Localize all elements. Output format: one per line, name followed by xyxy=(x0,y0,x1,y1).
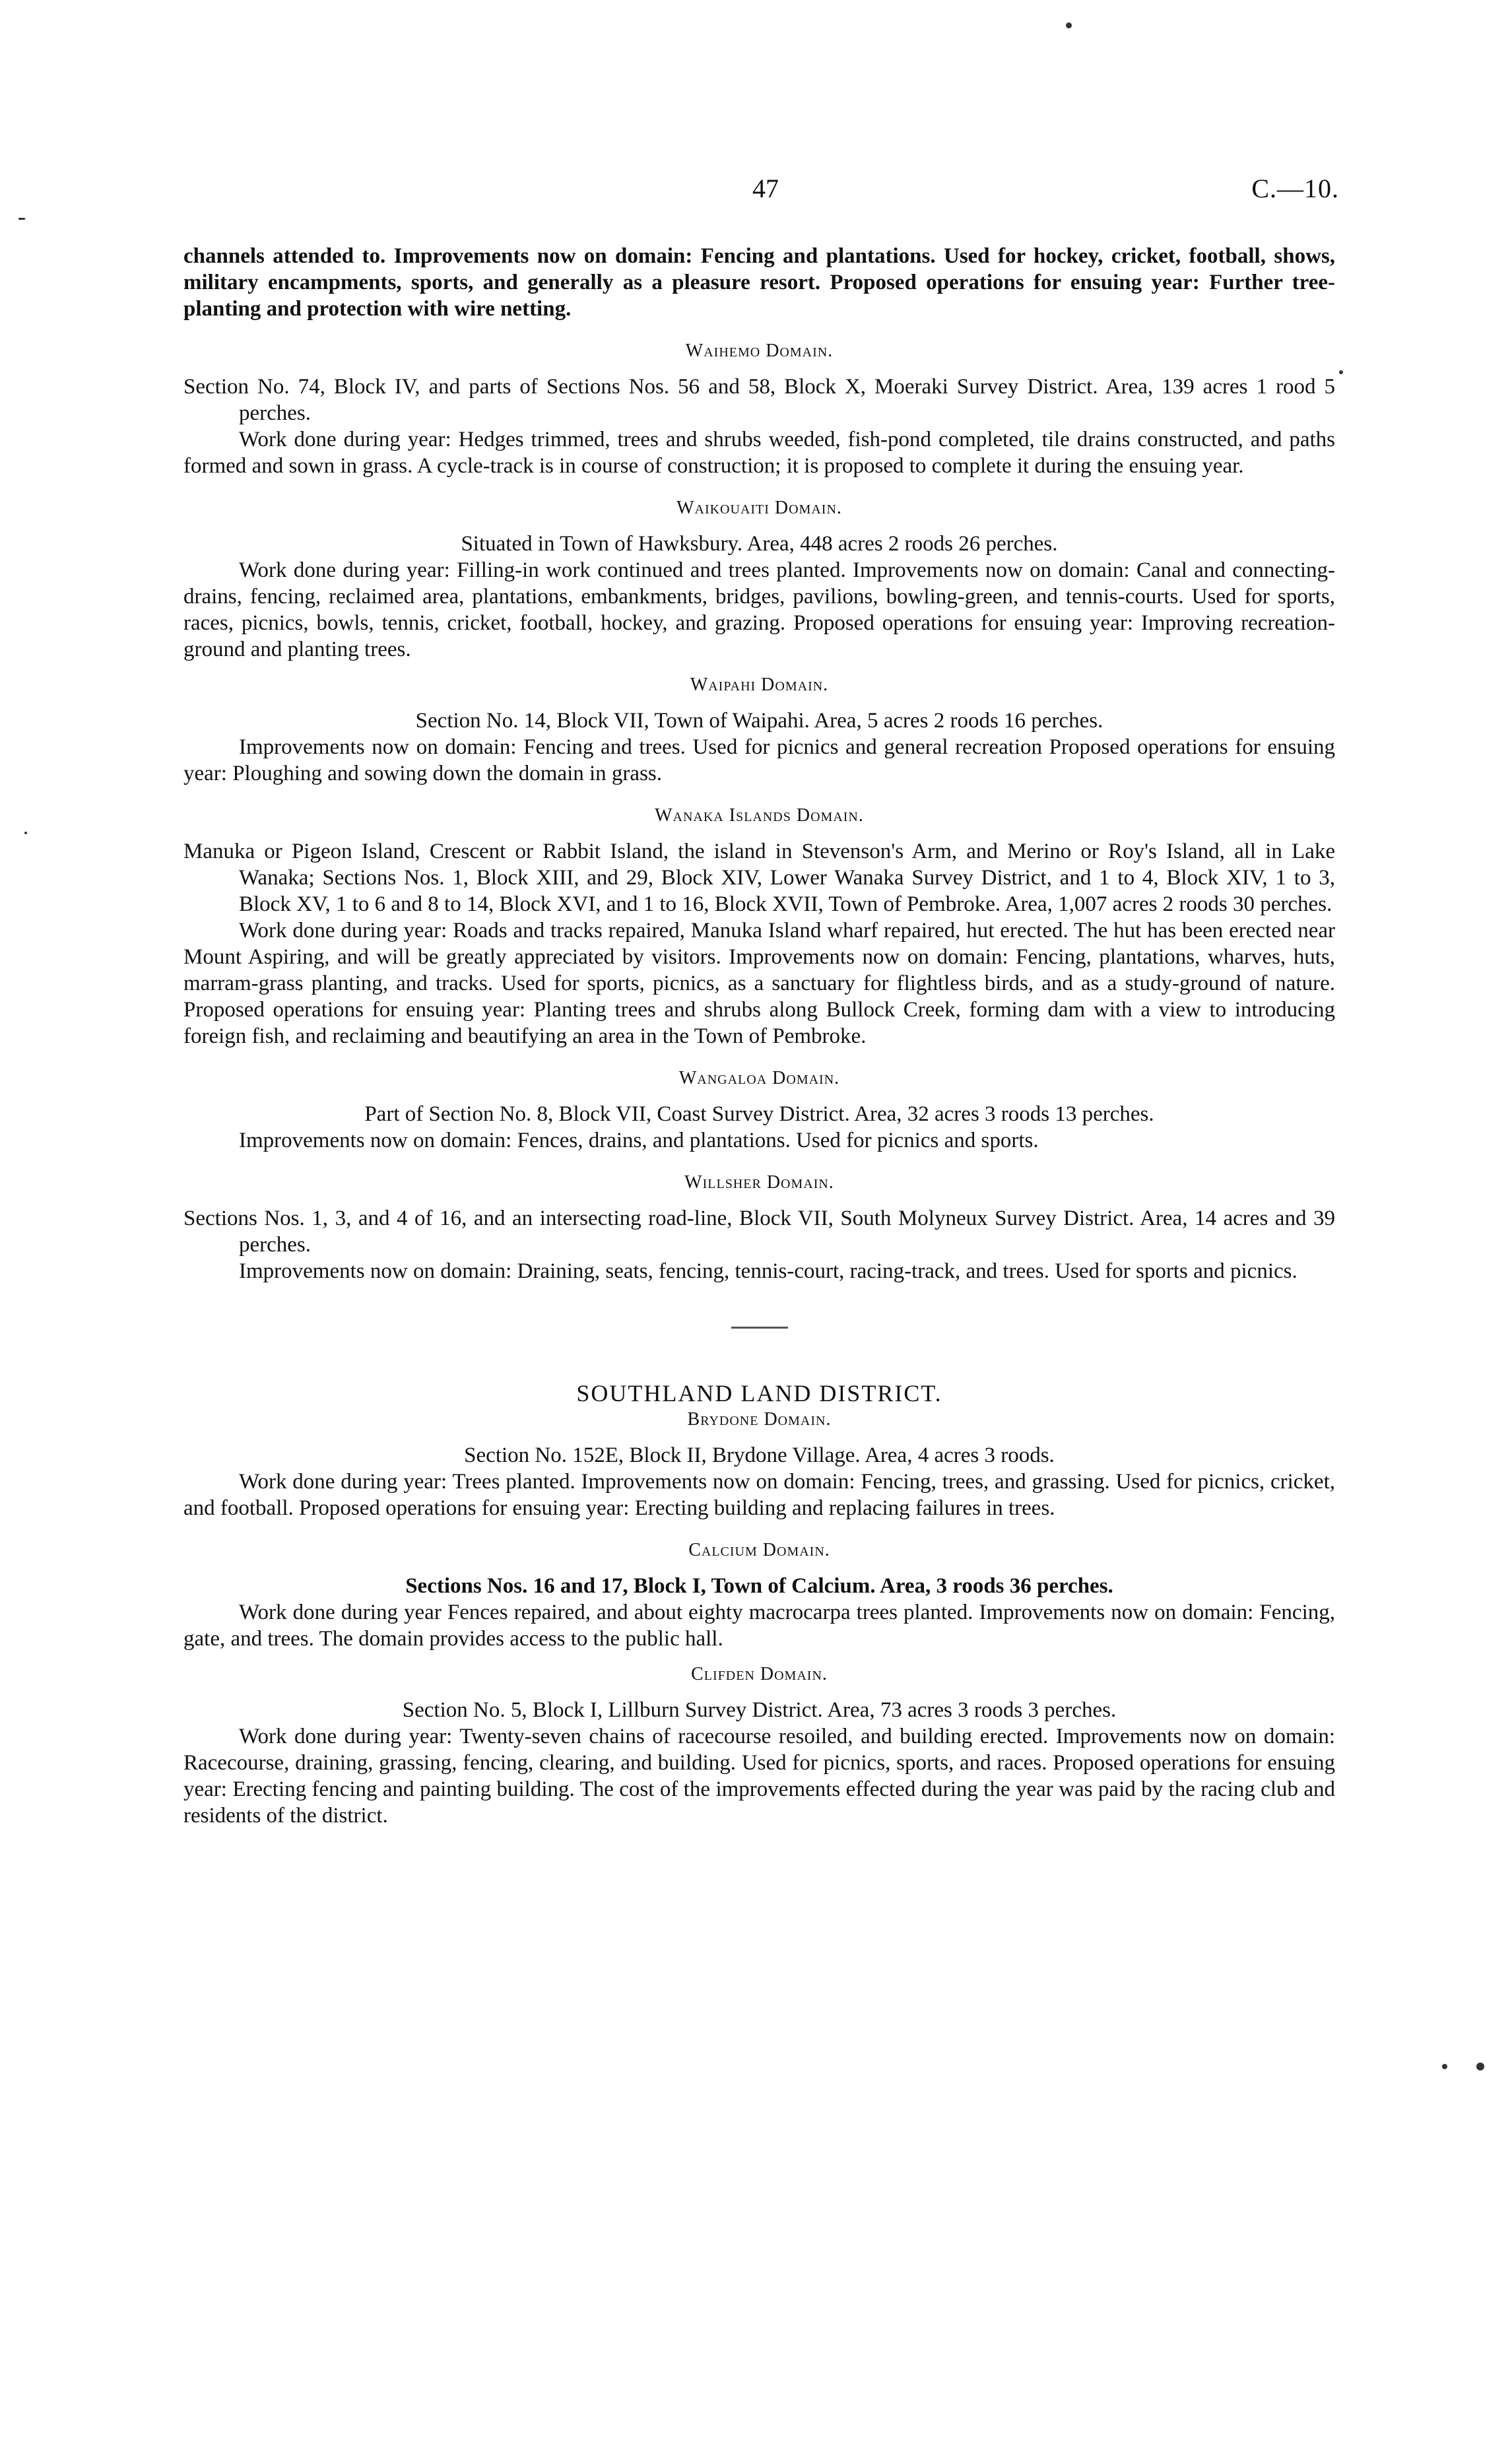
waipahi-location: Section No. 14, Block VII, Town of Waipahi. Area, 5 acres 2 roods 16 perches. xyxy=(415,709,1103,733)
waikouaiti-location: Situated in Town of Hawksbury. Area, 448 acres 2 roods 26 perches. xyxy=(461,532,1058,556)
southland-district-title: SOUTHLAND LAND DISTRICT. xyxy=(576,1380,942,1406)
brydone-title: Brydone Domain. xyxy=(687,1409,832,1430)
wangaloa-section xyxy=(183,1067,1335,1154)
page-number: 47 xyxy=(752,174,779,203)
wanaka-title: Wanaka Islands Domain. xyxy=(655,805,864,826)
section-divider xyxy=(731,1327,788,1329)
wangaloa-title: Wangaloa Domain. xyxy=(678,1068,840,1088)
waikouaiti-section xyxy=(183,496,1335,663)
waihemo-work: Work done during year: Hedges trimmed, trees and shrubs weeded, fish-pond completed, tile drains constructed, and paths formed and sown in grass. A cycle-track is in course of construction; it is proposed to complete it during the ensuing year. xyxy=(183,428,1335,478)
scan-speck xyxy=(1339,370,1343,374)
clifden-title: Clifden Domain. xyxy=(691,1664,828,1684)
page-body xyxy=(183,243,1335,1829)
scan-speck xyxy=(18,218,25,220)
brydone-location: Section No. 152E, Block II, Brydone Village. Area, 4 acres 3 roods. xyxy=(464,1443,1055,1467)
document-reference: C.—10. xyxy=(1251,174,1339,203)
waipahi-work: Improvements now on domain: Fencing and trees. Used for picnics and general recreation Proposed operations for ensuing year: Ploughing and sowing down the domain in grass. xyxy=(183,735,1335,785)
waikouaiti-title: Waikouaiti Domain. xyxy=(676,498,842,518)
clifden-section xyxy=(183,1663,1335,1829)
brydone-section xyxy=(183,1408,1335,1521)
clifden-location: Section No. 5, Block I, Lillburn Survey District. Area, 73 acres 3 roods 3 perches. xyxy=(402,1698,1117,1722)
willsher-section xyxy=(183,1171,1335,1284)
wanaka-section xyxy=(183,804,1335,1049)
willsher-work: Improvements now on domain: Draining, seats, fencing, tennis-court, racing-track, and trees. Used for sports and picnics. xyxy=(239,1259,1298,1283)
scan-speck xyxy=(24,832,27,834)
willsher-title: Willsher Domain. xyxy=(684,1172,834,1193)
scan-speck xyxy=(1442,2064,1447,2069)
wangaloa-location: Part of Section No. 8, Block VII, Coast Survey District. Area, 32 acres 3 roods 13 perches. xyxy=(364,1102,1154,1126)
waikouaiti-work: Work done during year: Filling-in work continued and trees planted. Improvements now on domain: Canal and connecting-drains, fencing, reclaimed area, plantations, embankments, bridges, pavilions, bowling-green, and tennis-courts. Used for sports, races, picnics, bowls, tennis, cricket, football, hockey, and grazing. Proposed operations for ensuing year: Improving recreation-ground and planting trees. xyxy=(183,558,1335,661)
wangaloa-work: Improvements now on domain: Fences, drains, and plantations. Used for picnics and sports. xyxy=(239,1129,1039,1152)
waipahi-section xyxy=(183,673,1335,787)
waipahi-title: Waipahi Domain. xyxy=(690,675,829,695)
waihemo-section xyxy=(183,339,1335,479)
scan-speck xyxy=(1066,22,1072,28)
wanaka-work: Work done during year: Roads and tracks repaired, Manuka Island wharf repaired, hut erected. The hut has been erected near Mount Aspiring, and will be greatly appreciated by visitors. Improvements now on domain: Fencing, plantations, wharves, huts, marram-grass planting, and tracks. Used for sports, picnics, as a sanctuary for flightless birds, and as a study-ground of nature. Proposed operations for ensuing year: Planting trees and shrubs along Bullock Creek, forming dam with a view to introducing foreign fish, and reclaiming and beautifying an area in the Town of Pembroke. xyxy=(183,919,1335,1048)
calcium-section xyxy=(183,1538,1335,1652)
intro-paragraph: channels attended to. Improvements now on domain: Fencing and plantations. Used for hockey, cricket, football, shows, military encampments, sports, and generally as a pleasure resort. Proposed operations for ensuing year: Further tree-planting and protection with wire netting. xyxy=(183,244,1335,321)
scan-speck xyxy=(1476,2063,1484,2070)
page-header xyxy=(0,173,1512,213)
waihemo-title: Waihemo Domain. xyxy=(685,341,834,361)
clifden-work: Work done during year: Twenty-seven chains of racecourse resoiled, and building erected. Improvements now on domain: Racecourse, draining, grassing, fencing, clearing, and building. Used for picnics, sports, and races. Proposed operations for ensuing year: Erecting fencing and painting building. The cost of the improvements effected during the year was paid by the racing club and residents of the district. xyxy=(183,1725,1335,1828)
willsher-location: Sections Nos. 1, 3, and 4 of 16, and an intersecting road-line, Block VII, South Molyneux Survey District. Area, 14 acres and 39 perches. xyxy=(183,1207,1335,1257)
calcium-title: Calcium Domain. xyxy=(688,1540,830,1560)
waihemo-location: Section No. 74, Block IV, and parts of Sections Nos. 56 and 58, Block X, Moeraki Survey District. Area, 139 acres 1 rood 5 perches. xyxy=(183,375,1335,425)
wanaka-location: Manuka or Pigeon Island, Crescent or Rabbit Island, the island in Stevenson's Arm, and Merino or Roy's Island, all in Lake Wanaka; Sections Nos. 1, Block XIII, and 29, Block XIV, Lower Wanaka Survey District, and 1 to 4, Block XIV, 1 to 3, Block XV, 1 to 6 and 8 to 14, Block XVI, and 1 to 16, Block XVII, Town of Pembroke. Area, 1,007 acres 2 roods 30 perches. xyxy=(183,840,1335,916)
brydone-work: Work done during year: Trees planted. Improvements now on domain: Fencing, trees, and grassing. Used for picnics, cricket, and football. Proposed operations for ensuing year: Erecting building and replacing failures in trees. xyxy=(183,1470,1335,1520)
calcium-location: Sections Nos. 16 and 17, Block I, Town of Calcium. Area, 3 roods 36 perches. xyxy=(405,1574,1113,1598)
calcium-work: Work done during year Fences repaired, and about eighty macrocarpa trees planted. Improvements now on domain: Fencing, gate, and trees. The domain provides access to the public hall. xyxy=(183,1601,1335,1651)
